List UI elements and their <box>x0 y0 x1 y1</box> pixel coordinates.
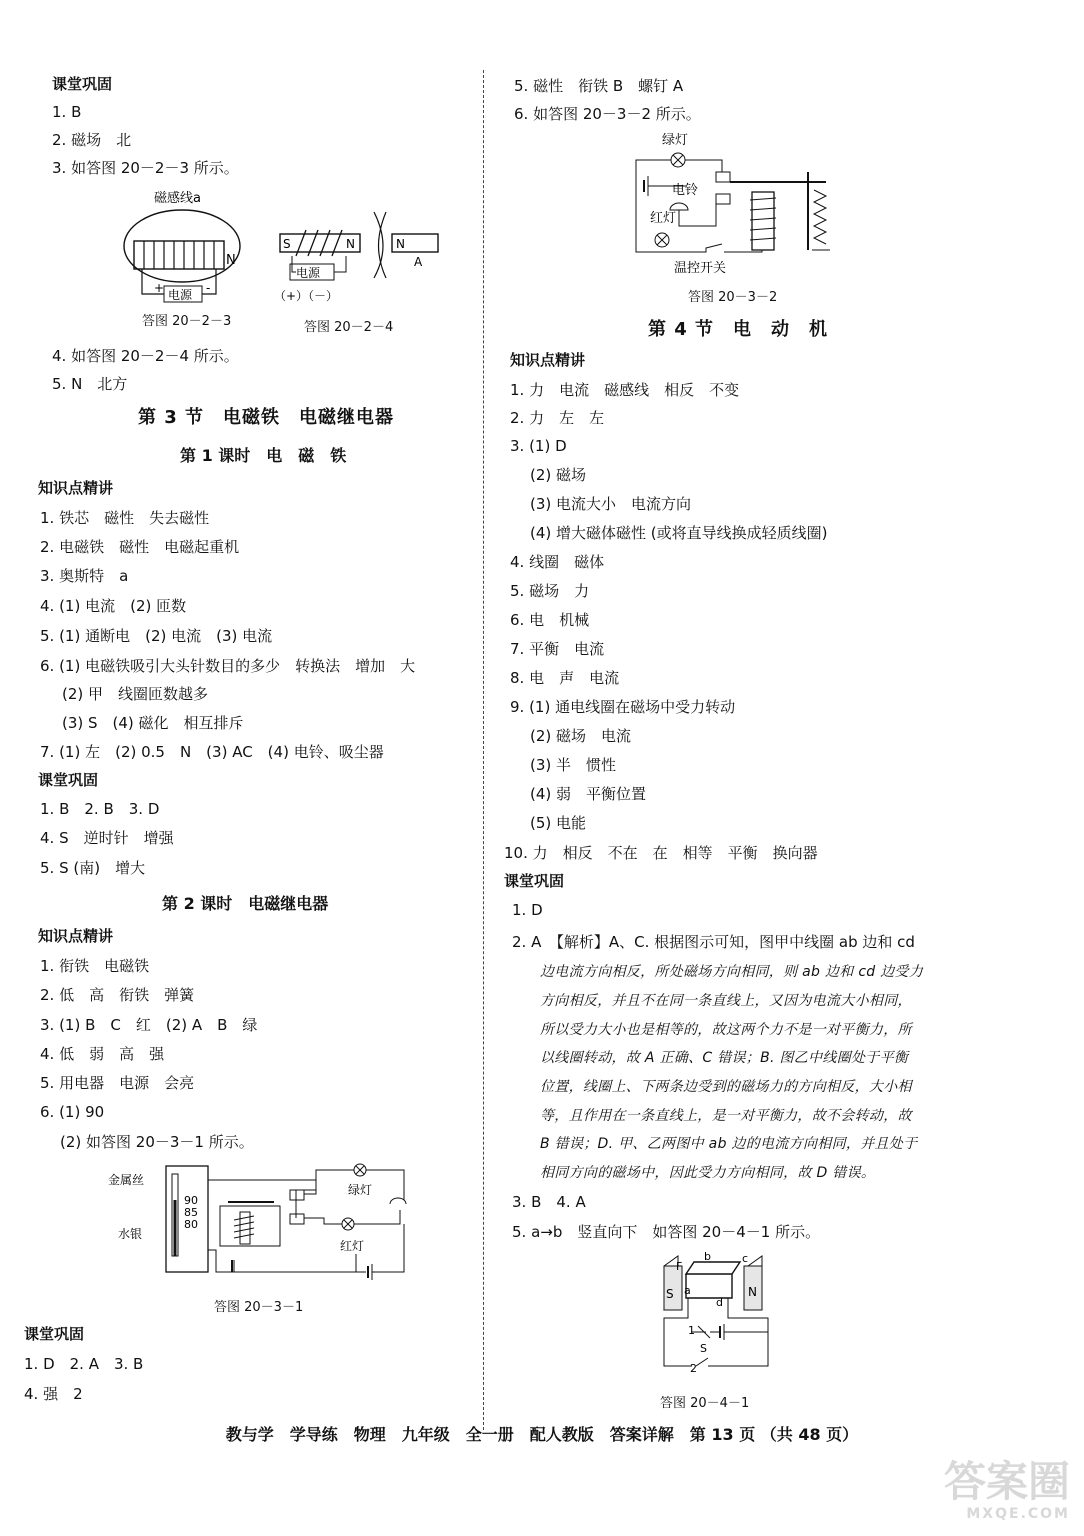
column-divider <box>483 70 484 1430</box>
answer-line: 7. 平衡 电流 <box>510 640 605 658</box>
analysis-line: 相同方向的磁场中，因此受力方向相同，故 D 错误。 <box>540 1165 876 1181</box>
answer-line: 1. 衔铁 电磁铁 <box>40 957 150 975</box>
analysis-line: 位置，线圈上、下两条边受到的磁场力的方向相反，大小相 <box>540 1079 912 1095</box>
answer-line: 5. a→b 竖直向下 如答图 20－4－1 所示。 <box>512 1223 821 1241</box>
answer-line: 5. S (南) 增大 <box>40 859 146 877</box>
answer-line: 4. 如答图 20－2－4 所示。 <box>52 347 239 365</box>
svg-text:85: 85 <box>184 1206 198 1219</box>
answer-line: 6. (1) 电磁铁吸引大头针数目的多少 转换法 增加 大 <box>40 657 416 675</box>
answer-line: (4) 弱 平衡位置 <box>530 785 647 803</box>
figure-20-2-4 <box>268 206 448 311</box>
svg-text:N: N <box>396 237 405 251</box>
answer-line: 2. 电磁铁 磁性 电磁起重机 <box>40 538 240 556</box>
analysis-line: 所以受力大小也是相等的，故这两个力不是一对平衡力，所 <box>540 1022 912 1038</box>
analysis-line: 以线圈转动，故 A 正确、C 错误；B. 图乙中线圈处于平衡 <box>540 1050 909 1066</box>
svg-text:N: N <box>346 237 355 251</box>
svg-text:b: b <box>704 1250 711 1263</box>
figure-20-4-1 <box>656 1248 776 1388</box>
answer-line: (5) 电能 <box>530 814 587 832</box>
answer-line: 1. D 2. A 3. B <box>24 1355 144 1373</box>
svg-text:1: 1 <box>688 1324 695 1337</box>
analysis-line: 等，且作用在一条直线上，是一对平衡力，故不会转动，故 <box>540 1108 912 1124</box>
lesson-2-title: 第 2 课时 电磁继电器 <box>162 894 329 913</box>
fig-label-temp-switch: 温控开关 <box>674 261 727 276</box>
answer-line: 6. 电 机械 <box>510 611 590 629</box>
kp1-title: 知识点精讲 <box>38 479 114 497</box>
answer-line: (2) 磁场 <box>530 466 587 484</box>
answer-line: 2. 磁场 北 <box>52 131 132 149</box>
fig-label-bell: 电铃 <box>672 183 699 198</box>
cg-title: 课堂巩固 <box>504 872 565 890</box>
fig-label-red-lamp: 红灯 <box>340 1239 365 1253</box>
svg-text:S: S <box>283 237 291 251</box>
answer-line: 3. (1) D <box>510 437 567 455</box>
answer-line: 3. B 4. A <box>512 1193 586 1211</box>
answer-line: (2) 磁场 电流 <box>530 727 632 745</box>
svg-text:c: c <box>742 1252 749 1265</box>
answer-line: 6. 如答图 20－3－2 所示。 <box>514 105 701 123</box>
answer-line: 3. (1) B C 红 (2) A B 绿 <box>40 1016 258 1034</box>
section-4-title: 第 4 节 电 动 机 <box>648 319 829 340</box>
answer-line: 4. 低 弱 高 强 <box>40 1045 165 1063</box>
answer-line: 5. 用电器 电源 会亮 <box>40 1074 195 1092</box>
svg-text:（+）（－）: （+）（－） <box>274 289 339 303</box>
answer-line: 10. 力 相反 不在 在 相等 平衡 换向器 <box>504 844 818 862</box>
figure-caption: 答图 20－2－3 <box>142 314 232 329</box>
figure-20-3-2 <box>626 130 846 280</box>
answer-line: 1. 力 电流 磁感线 相反 不变 <box>510 381 740 399</box>
analysis-line: B 错误；D. 甲、乙两图中 ab 边的电流方向相同，并且处于 <box>540 1136 918 1152</box>
answer-line: 2. A 【解析】A、C. 根据图示可知，图甲中线圈 ab 边和 cd <box>512 933 915 951</box>
answer-line: 1. B <box>52 103 82 121</box>
kp2-title: 知识点精讲 <box>38 927 114 945</box>
svg-text:+: + <box>154 281 165 295</box>
answer-line: 5. 磁场 力 <box>510 582 590 600</box>
answer-line: 5. (1) 通断电 (2) 电流 (3) 电流 <box>40 627 273 645</box>
figure-caption: 答图 20－4－1 <box>660 1396 750 1411</box>
answer-line: 5. N 北方 <box>52 375 128 393</box>
svg-text:电源: 电源 <box>296 266 321 280</box>
sec1-title: 课堂巩固 <box>52 75 113 93</box>
answer-line: 4. 强 2 <box>24 1385 83 1403</box>
answer-line: (4) 增大磁体磁性 (或将直导线换成轻质线圈) <box>530 524 828 542</box>
answer-line: 1. B 2. B 3. D <box>40 800 160 818</box>
page-footer: 教与学 学导练 物理 九年级 全一册 配人教版 答案详解 第 13 页 （共 48 页） <box>225 1425 859 1444</box>
svg-text:80: 80 <box>184 1218 198 1231</box>
kp-title: 知识点精讲 <box>510 351 586 369</box>
answer-line: 1. D <box>512 901 543 919</box>
fig-label-mercury: 水银 <box>118 1227 143 1241</box>
analysis-line: 边电流方向相反，所处磁场方向相同，则 ab 边和 cd 边受力 <box>540 964 924 980</box>
answer-line: (3) 半 惯性 <box>530 756 617 774</box>
svg-text:-: - <box>206 281 211 295</box>
svg-text:S: S <box>700 1342 707 1355</box>
answer-line: 2. 低 高 衔铁 弹簧 <box>40 986 195 1004</box>
svg-text:d: d <box>716 1296 723 1309</box>
answer-line: 6. (1) 90 <box>40 1103 105 1121</box>
fig-label-magnetic-line: 磁感线a <box>154 191 201 206</box>
fig-label-red-lamp: 红灯 <box>650 211 677 226</box>
answer-line: 3. 奥斯特 a <box>40 567 129 585</box>
svg-text:N: N <box>748 1285 757 1299</box>
svg-text:2: 2 <box>690 1362 697 1375</box>
answer-line: (3) 电流大小 电流方向 <box>530 495 692 513</box>
answer-line: 8. 电 声 电流 <box>510 669 620 687</box>
figure-caption: 答图 20－3－1 <box>214 1300 304 1315</box>
analysis-line: 方向相反，并且不在同一条直线上，又因为电流大小相同， <box>540 993 912 1009</box>
answer-line: 2. 力 左 左 <box>510 409 605 427</box>
watermark-logo: 答案圈 MXQE.COM <box>943 1457 1070 1522</box>
answer-line: 5. 磁性 衔铁 B 螺钉 A <box>514 77 684 95</box>
svg-text:A: A <box>414 255 423 269</box>
svg-text:F: F <box>676 1260 683 1273</box>
answer-line: (3) S (4) 磁化 相互排斥 <box>62 714 244 732</box>
fig-label-wire: 金属丝 <box>108 1173 145 1187</box>
figure-20-3-1 <box>104 1160 424 1292</box>
section-3-title: 第 3 节 电磁铁 电磁继电器 <box>138 407 395 428</box>
answer-line: 9. (1) 通电线圈在磁场中受力转动 <box>510 698 736 716</box>
fig-label-power: 电源 <box>168 288 193 302</box>
answer-line: 3. 如答图 20－2－3 所示。 <box>52 159 239 177</box>
answer-line: (2) 如答图 20－3－1 所示。 <box>60 1133 254 1151</box>
figure-caption: 答图 20－2－4 <box>304 320 394 335</box>
answer-line: 4. S 逆时针 增强 <box>40 829 174 847</box>
answer-line: (2) 甲 线圈匝数越多 <box>62 685 209 703</box>
answer-line: 4. (1) 电流 (2) 匝数 <box>40 597 187 615</box>
cg3-title: 课堂巩固 <box>24 1325 85 1343</box>
svg-text:90: 90 <box>184 1194 198 1207</box>
fig-label-green-lamp: 绿灯 <box>348 1183 373 1197</box>
answer-line: 1. 铁芯 磁性 失去磁性 <box>40 509 210 527</box>
svg-text:S: S <box>666 1287 674 1301</box>
fig-label-green-lamp: 绿灯 <box>662 133 689 148</box>
fig-label-n: N <box>226 253 236 268</box>
svg-text:a: a <box>684 1284 691 1297</box>
answer-line: 4. 线圈 磁体 <box>510 553 605 571</box>
cg2-title: 课堂巩固 <box>38 771 99 789</box>
answer-line: 7. (1) 左 (2) 0.5 N (3) AC (4) 电铃、吸尘器 <box>40 743 384 761</box>
figure-caption: 答图 20－3－2 <box>688 290 778 305</box>
lesson-1-title: 第 1 课时 电 磁 铁 <box>180 446 347 465</box>
